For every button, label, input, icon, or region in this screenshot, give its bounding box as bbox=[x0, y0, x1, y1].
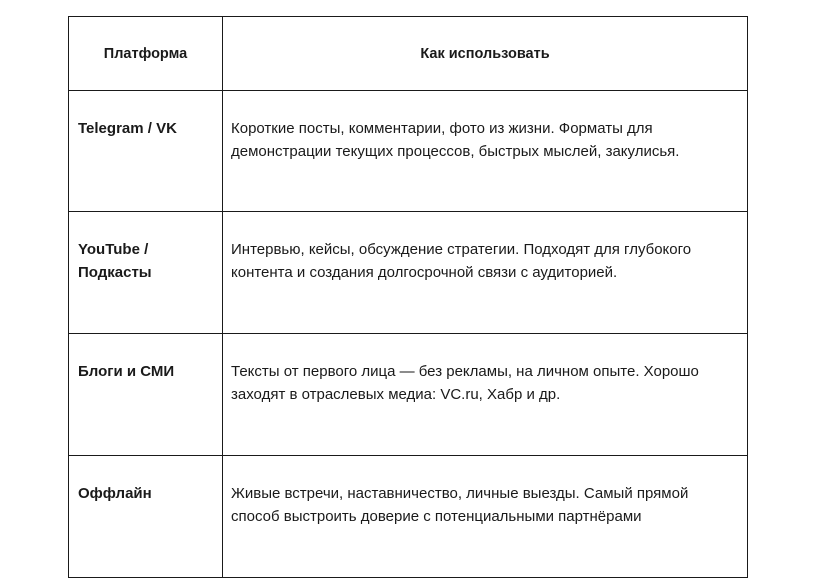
usage-cell bbox=[223, 91, 748, 212]
table-row bbox=[69, 334, 748, 456]
usage-text: Тексты от первого лица — без рекламы, на личном опыте. Хорошо заходят в отраслевых медиа: VC.ru, Хабр и др. bbox=[231, 363, 699, 403]
platform-table bbox=[68, 16, 748, 578]
table-row bbox=[69, 91, 748, 212]
header-usage: Как использовать bbox=[223, 17, 748, 91]
usage-cell bbox=[223, 334, 748, 456]
platform-name: Telegram / VK bbox=[78, 120, 177, 137]
header-platform: Платформа bbox=[69, 17, 223, 91]
usage-cell bbox=[223, 456, 748, 578]
platform-name: YouTube / Подкасты bbox=[78, 241, 152, 281]
platform-cell bbox=[69, 334, 223, 456]
platform-name: Блоги и СМИ bbox=[78, 363, 175, 380]
platform-cell bbox=[69, 91, 223, 212]
table-row bbox=[69, 456, 748, 578]
usage-text: Живые встречи, наставничество, личные выезды. Самый прямой способ выстроить доверие с потенциальными партнёрами bbox=[231, 485, 689, 525]
usage-text: Короткие посты, комментарии, фото из жизни. Форматы для демонстрации текущих процессов, быстрых мыслей, закулисья. bbox=[231, 120, 680, 160]
platform-cell bbox=[69, 456, 223, 578]
usage-cell bbox=[223, 212, 748, 334]
platform-cell bbox=[69, 212, 223, 334]
table-row bbox=[69, 212, 748, 334]
usage-text: Интервью, кейсы, обсуждение стратегии. Подходят для глубокого контента и создания долгосрочной связи с аудиторией. bbox=[231, 241, 692, 281]
platform-name: Оффлайн bbox=[78, 485, 152, 502]
platform-table-container bbox=[68, 16, 747, 578]
table-header-row bbox=[69, 17, 748, 91]
